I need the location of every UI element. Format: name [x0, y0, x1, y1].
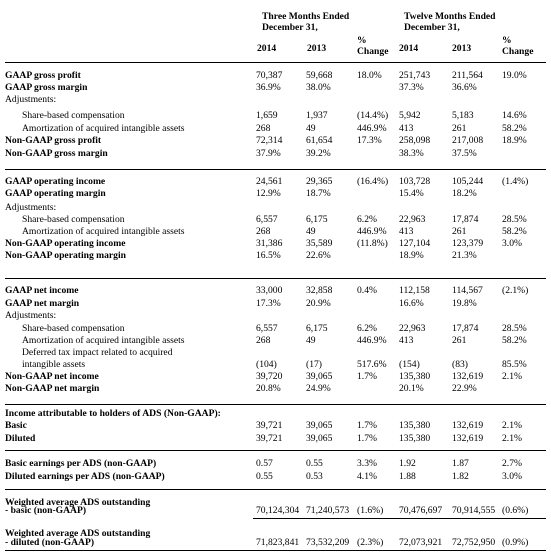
table-cell: 58.2% — [502, 335, 527, 346]
table-cell: 18.9% — [502, 135, 527, 146]
table-cell: 72,314 — [256, 135, 283, 146]
col-3m-2014: 2014 — [257, 43, 277, 54]
table-cell: 31,386 — [256, 238, 283, 249]
table-cell: 114,567 — [452, 285, 483, 296]
row-label-eps-diluted: Diluted earnings per ADS (non-GAAP) — [5, 471, 165, 482]
rule — [253, 518, 546, 519]
table-cell: (16.4%) — [357, 176, 389, 187]
table-cell: 61,654 — [306, 135, 333, 146]
table-cell: 72,073,921 — [399, 537, 443, 548]
table-cell: 0.4% — [357, 285, 377, 296]
row-label-ni-amort: Amortization of acquired intangible assets — [22, 335, 185, 346]
table-cell: 20.9% — [306, 298, 331, 309]
table-cell: 517.6% — [357, 359, 387, 370]
table-cell: (0.6%) — [502, 505, 529, 516]
table-cell: 251,743 — [399, 70, 431, 81]
rule — [5, 450, 546, 451]
table-cell: 127,104 — [399, 238, 431, 249]
table-cell: 1.87 — [452, 458, 469, 469]
row-label-gross-profit: GAAP gross profit — [5, 70, 81, 81]
table-cell: 0.57 — [256, 458, 273, 469]
col-12m-change: Change — [502, 46, 534, 57]
table-cell: 39,065 — [306, 433, 333, 444]
col-12m-2013: 2013 — [452, 43, 472, 54]
table-cell: 12.9% — [256, 188, 281, 199]
table-cell: 261 — [452, 335, 467, 346]
row-label-op-amort: Amortization of acquired intangible assets — [22, 226, 185, 237]
table-cell: 19.8% — [452, 298, 477, 309]
table-cell: 132,619 — [452, 371, 484, 382]
table-cell: 268 — [256, 123, 271, 134]
row-label-ng-net-margin: Non-GAAP net margin — [5, 383, 100, 394]
col-3m-pct: % — [357, 35, 367, 46]
table-cell: 132,619 — [452, 420, 484, 431]
table-cell: 135,380 — [399, 420, 431, 431]
table-cell: 217,008 — [452, 135, 484, 146]
table-cell: (11.8%) — [357, 238, 388, 249]
table-cell: 39,721 — [256, 433, 283, 444]
table-cell: 18.2% — [452, 188, 477, 199]
row-label-op-sbc: Share-based compensation — [22, 214, 125, 225]
row-label-ni-tax-a: Deferred tax impact related to acquired — [22, 347, 173, 358]
table-cell: 103,728 — [399, 176, 431, 187]
table-cell: 70,387 — [256, 70, 283, 81]
table-cell: 3.0% — [502, 471, 522, 482]
table-cell: 6,175 — [306, 214, 328, 225]
table-cell: 6.2% — [357, 323, 377, 334]
table-cell: 15.4% — [399, 188, 424, 199]
table-cell: 37.9% — [256, 148, 281, 159]
rule — [5, 489, 546, 490]
table-cell: 49 — [306, 226, 316, 237]
col-3m-change: Change — [357, 46, 389, 57]
table-cell: 39,065 — [306, 371, 333, 382]
table-cell: 261 — [452, 226, 467, 237]
row-label-ng-op-income: Non-GAAP operating income — [5, 238, 126, 249]
table-cell: 36.6% — [452, 82, 477, 93]
row-label-ni-tax-b: intangible assets — [22, 359, 86, 370]
row-label-adj-2: Adjustments: — [5, 202, 57, 213]
table-cell: 4.1% — [357, 471, 377, 482]
table-cell: 33,000 — [256, 285, 283, 296]
table-cell: 1,937 — [306, 110, 328, 121]
table-cell: 132,619 — [452, 433, 484, 444]
table-cell: 36.9% — [256, 82, 281, 93]
table-cell: 32,858 — [306, 285, 333, 296]
table-cell: 6,175 — [306, 323, 328, 334]
table-cell: 72,752,950 — [452, 537, 496, 548]
rule — [5, 169, 546, 170]
table-cell: 28.5% — [502, 214, 527, 225]
table-cell: 6,557 — [256, 323, 278, 334]
table-cell: 1.82 — [452, 471, 469, 482]
table-cell: 5,942 — [399, 110, 421, 121]
table-cell: 135,380 — [399, 433, 431, 444]
rule — [5, 62, 546, 63]
row-label-gross-margin: GAAP gross margin — [5, 82, 88, 93]
table-cell: 18.0% — [357, 70, 382, 81]
table-cell: 39,721 — [256, 420, 283, 431]
table-cell: 73,532,209 — [306, 537, 350, 548]
table-cell: 112,158 — [399, 285, 430, 296]
row-label-ng-op-margin: Non-GAAP operating margin — [5, 250, 126, 261]
table-cell: 413 — [399, 226, 414, 237]
table-cell: (154) — [399, 359, 420, 370]
table-cell: (0.9%) — [502, 537, 529, 548]
table-cell: 17,874 — [452, 323, 479, 334]
table-cell: 70,124,304 — [256, 505, 300, 516]
table-cell: 268 — [256, 226, 271, 237]
row-label-eps-basic: Basic earnings per ADS (non-GAAP) — [5, 458, 157, 469]
table-cell: 2.1% — [502, 420, 522, 431]
table-cell: 21.3% — [452, 250, 477, 261]
table-cell: (14.4%) — [357, 110, 389, 121]
table-cell: 123,379 — [452, 238, 484, 249]
table-cell: 14.6% — [502, 110, 527, 121]
table-cell: 2.7% — [502, 458, 522, 469]
table-cell: 1.92 — [399, 458, 416, 469]
table-cell: 17.3% — [357, 135, 382, 146]
table-cell: 1.7% — [357, 433, 377, 444]
table-cell: 70,914,555 — [452, 505, 496, 516]
twelve-months-header: Twelve Months Ended — [404, 11, 496, 22]
col-12m-pct: % — [502, 35, 512, 46]
rule — [5, 404, 546, 405]
table-cell: 20.8% — [256, 383, 281, 394]
table-cell: 3.3% — [357, 458, 377, 469]
row-label-gp-amort: Amortization of acquired intangible assets — [22, 123, 185, 134]
row-label-wa-dil-b: - diluted (non-GAAP) — [5, 537, 95, 548]
table-cell: 18.7% — [306, 188, 331, 199]
rule — [5, 550, 546, 551]
table-cell: 24.9% — [306, 383, 331, 394]
row-label-ads-diluted: Diluted — [5, 433, 36, 444]
table-cell: 3.0% — [502, 238, 522, 249]
row-label-wa-basic-a: Weighted average ADS outstanding — [5, 497, 151, 508]
table-cell: 38.3% — [399, 148, 424, 159]
row-label-adj-3: Adjustments: — [5, 310, 57, 321]
table-cell: 58.2% — [502, 226, 527, 237]
three-months-subheader: December 31, — [262, 22, 318, 33]
table-cell: (1.6%) — [357, 505, 384, 516]
row-label-ads-basic: Basic — [5, 420, 27, 431]
table-cell: 70,476,697 — [399, 505, 443, 516]
table-cell: 37.3% — [399, 82, 424, 93]
table-cell: 258,098 — [399, 135, 431, 146]
table-cell: 413 — [399, 335, 414, 346]
table-cell: 2.1% — [502, 371, 522, 382]
row-label-ng-net-income: Non-GAAP net income — [5, 371, 99, 382]
table-cell: 49 — [306, 123, 316, 134]
table-cell: 39,065 — [306, 420, 333, 431]
row-label-ng-gross-margin: Non-GAAP gross margin — [5, 148, 108, 159]
table-cell: 24,561 — [256, 176, 283, 187]
row-label-gp-sbc: Share-based compensation — [22, 110, 125, 121]
table-cell: 22,963 — [399, 214, 426, 225]
row-label-op-income: GAAP operating income — [5, 176, 106, 187]
table-cell: 17,874 — [452, 214, 479, 225]
table-cell: 22.6% — [306, 250, 331, 261]
table-cell: 1.7% — [357, 371, 377, 382]
table-cell: 211,564 — [452, 70, 483, 81]
three-months-header: Three Months Ended — [262, 11, 350, 22]
table-cell: 71,823,841 — [256, 537, 300, 548]
row-label-ni-sbc: Share-based compensation — [22, 323, 125, 334]
table-cell: 1.7% — [357, 420, 377, 431]
table-cell: 446.9% — [357, 335, 387, 346]
table-cell: 6,557 — [256, 214, 278, 225]
table-cell: 58.2% — [502, 123, 527, 134]
table-cell: (1.4%) — [502, 176, 529, 187]
table-cell: (2.1%) — [502, 285, 529, 296]
table-cell: 28.5% — [502, 323, 527, 334]
table-cell: 16.6% — [399, 298, 424, 309]
table-cell: 71,240,573 — [306, 505, 350, 516]
col-3m-2013: 2013 — [307, 43, 327, 54]
row-label-wa-basic-b: - basic (non-GAAP) — [5, 505, 87, 516]
table-cell: 39.2% — [306, 148, 331, 159]
table-cell: 446.9% — [357, 226, 387, 237]
table-cell: 17.3% — [256, 298, 281, 309]
table-cell: 22,963 — [399, 323, 426, 334]
table-cell: 261 — [452, 123, 467, 134]
table-cell: 2.1% — [502, 433, 522, 444]
row-label-ads-income-head: Income attributable to holders of ADS (Non-GAAP): — [5, 408, 221, 419]
row-label-wa-dil-a: Weighted average ADS outstanding — [5, 528, 151, 539]
table-cell: 29,365 — [306, 176, 333, 187]
table-cell: 18.9% — [399, 250, 424, 261]
table-cell: 19.0% — [502, 70, 527, 81]
table-cell: (17) — [306, 359, 322, 370]
table-cell: (104) — [256, 359, 277, 370]
table-cell: 413 — [399, 123, 414, 134]
row-label-adj-1: Adjustments: — [5, 94, 57, 105]
col-12m-2014: 2014 — [399, 43, 419, 54]
table-cell: 105,244 — [452, 176, 484, 187]
row-label-ng-gross-profit: Non-GAAP gross profit — [5, 135, 102, 146]
table-cell: (2.3%) — [357, 537, 384, 548]
table-cell: 1,659 — [256, 110, 278, 121]
row-label-net-income: GAAP net income — [5, 285, 79, 296]
row-label-net-margin: GAAP net margin — [5, 298, 80, 309]
table-cell: 38.0% — [306, 82, 331, 93]
table-cell: 35,589 — [306, 238, 333, 249]
table-cell: 6.2% — [357, 214, 377, 225]
table-cell: 446.9% — [357, 123, 387, 134]
table-cell: 16.5% — [256, 250, 281, 261]
table-cell: 5,183 — [452, 110, 474, 121]
table-cell: 22.9% — [452, 383, 477, 394]
rule — [5, 278, 546, 279]
table-cell: 0.53 — [306, 471, 323, 482]
table-cell: 49 — [306, 335, 316, 346]
table-cell: 85.5% — [502, 359, 527, 370]
twelve-months-subheader: December 31, — [404, 22, 460, 33]
table-cell: 135,380 — [399, 371, 431, 382]
table-cell: 0.55 — [256, 471, 273, 482]
table-cell: 59,668 — [306, 70, 333, 81]
table-cell: 37.5% — [452, 148, 477, 159]
row-label-op-margin: GAAP operating margin — [5, 188, 106, 199]
table-cell: 20.1% — [399, 383, 424, 394]
table-cell: 0.55 — [306, 458, 323, 469]
table-cell: (83) — [452, 359, 468, 370]
table-cell: 1.88 — [399, 471, 416, 482]
table-cell: 268 — [256, 335, 271, 346]
table-cell: 39,720 — [256, 371, 283, 382]
